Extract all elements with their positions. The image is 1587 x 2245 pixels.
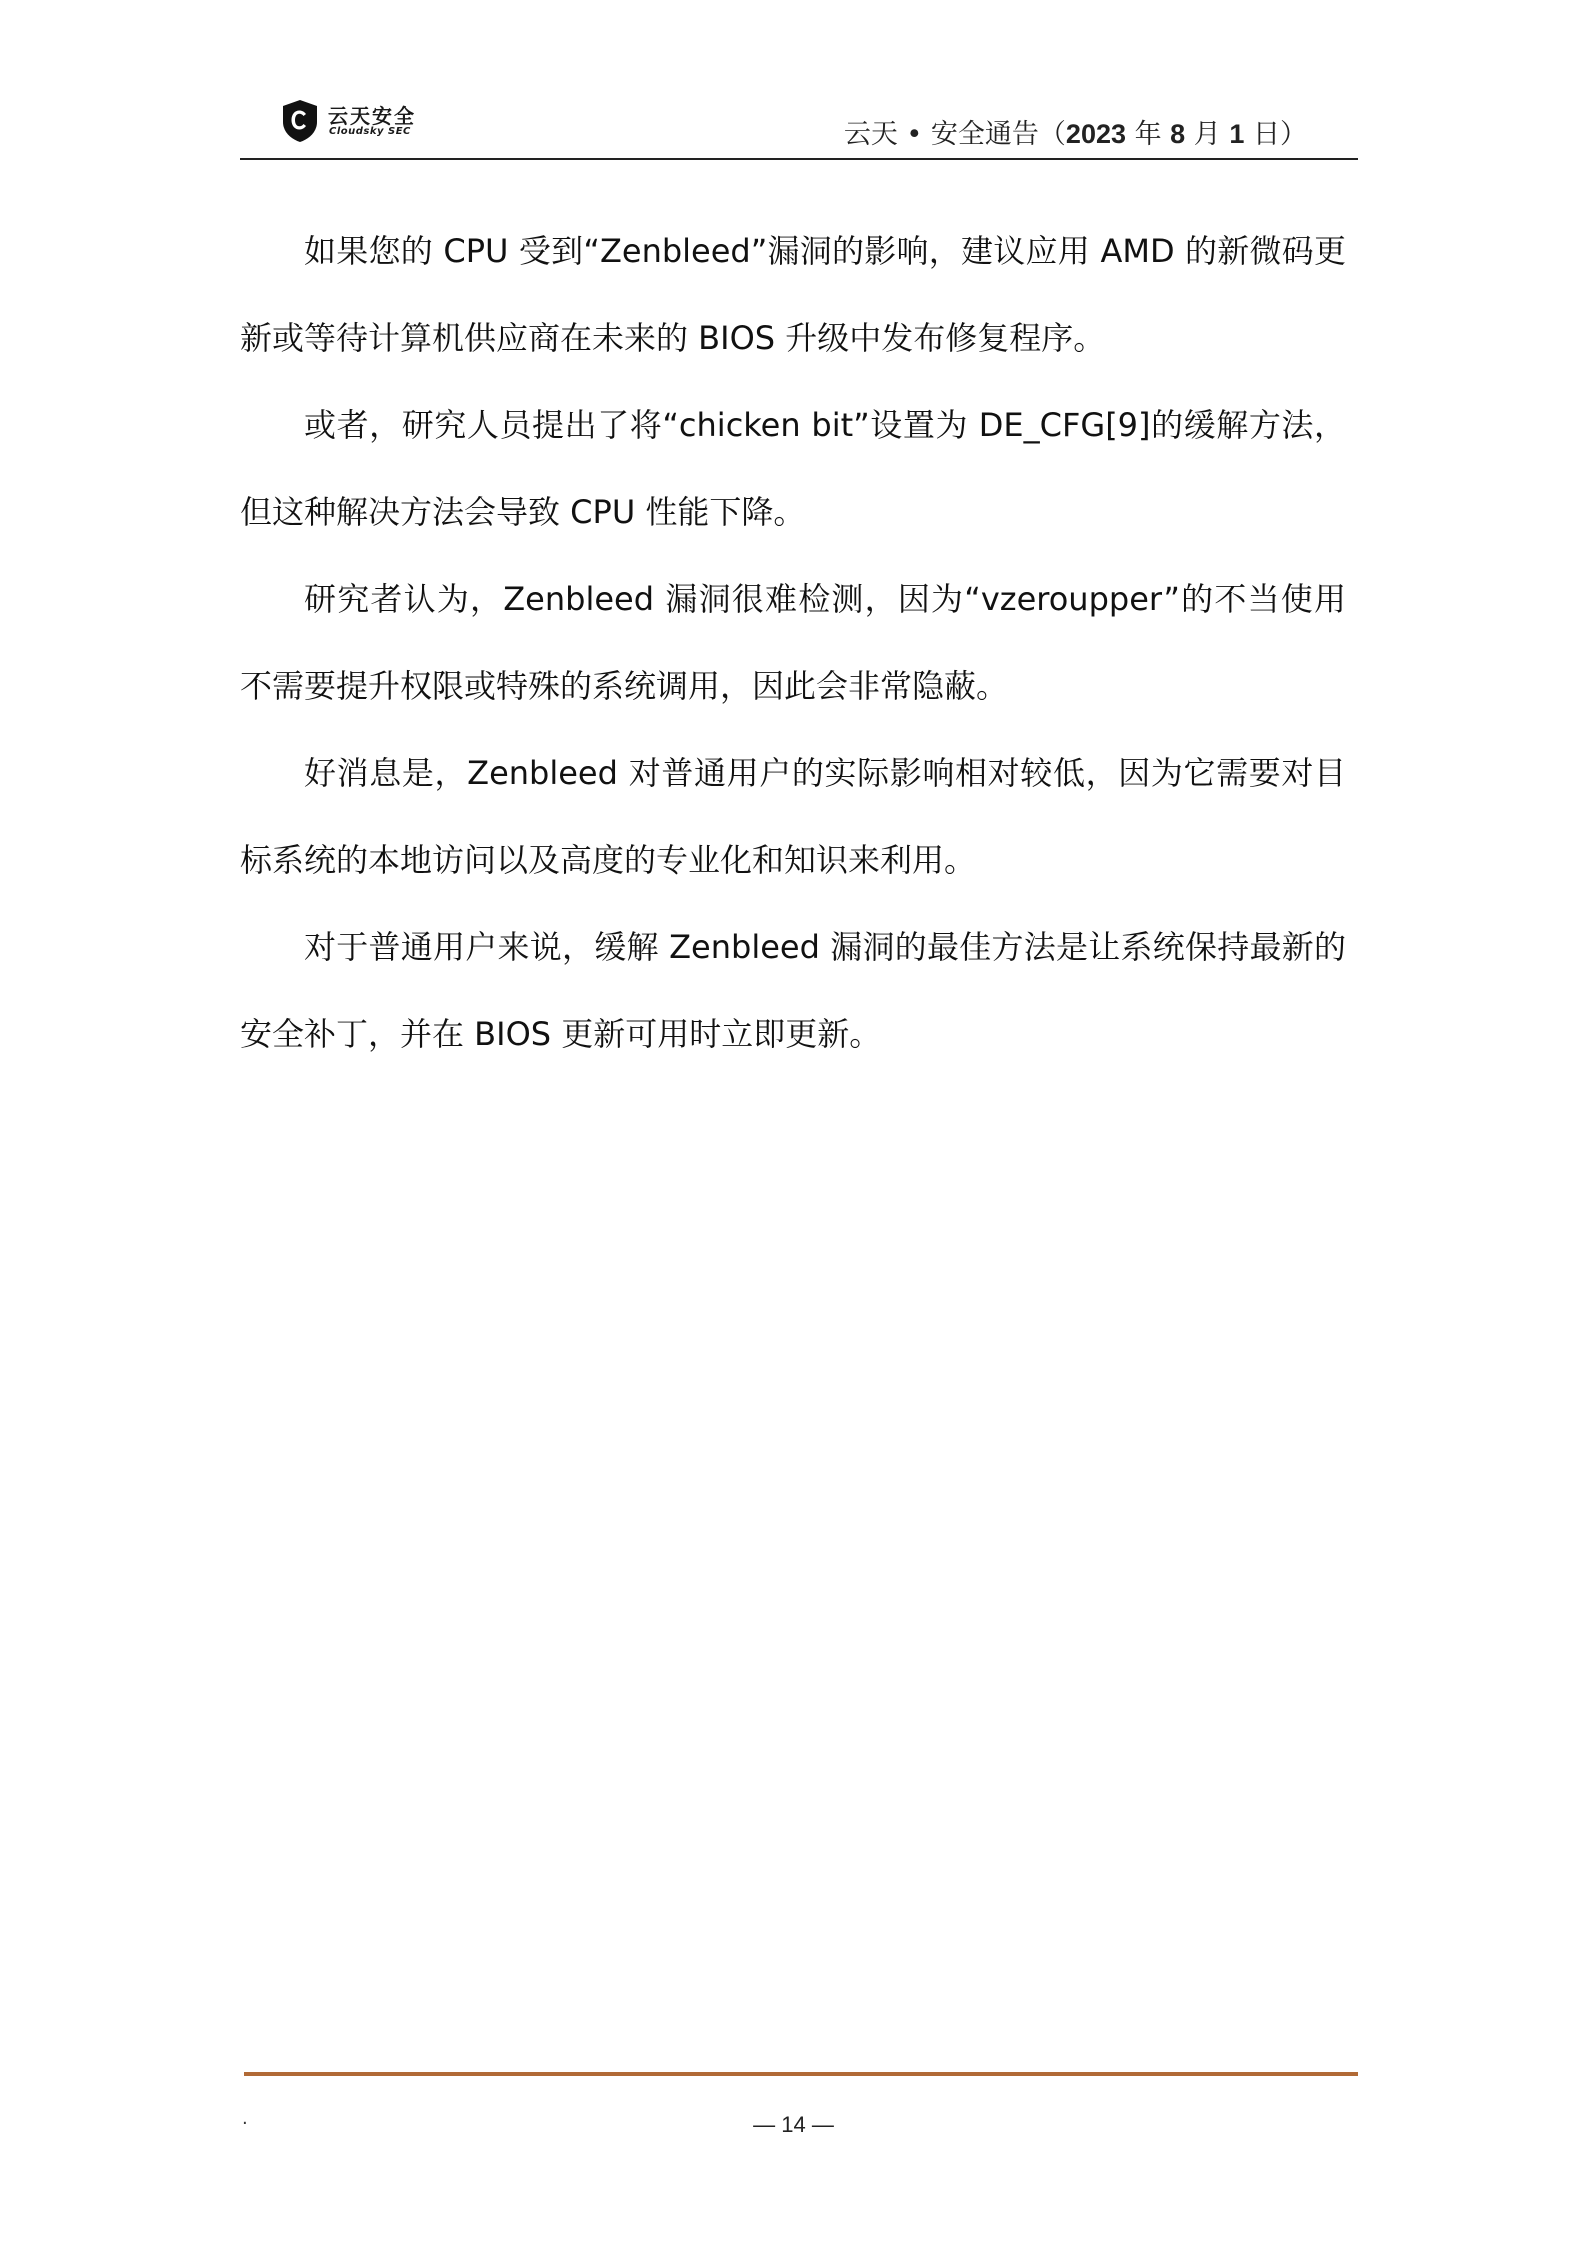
header-title-prefix: 云天 • 安全通告（: [843, 119, 1066, 150]
header-month: 8: [1170, 119, 1186, 149]
logo-chinese-name: 云天安全: [328, 104, 416, 128]
header-year-unit: 年: [1126, 119, 1171, 150]
document-body: [240, 208, 1346, 1078]
paragraph: 对于普通用户来说，缓解 Zenbleed 漏洞的最佳方法是让系统保持最新的安全补丁，并在 BIOS 更新可用时立即更新。: [240, 928, 1346, 1053]
header-title-suffix: 日）: [1244, 119, 1307, 150]
header-month-unit: 月: [1185, 119, 1230, 150]
header-year: 2023: [1065, 119, 1126, 149]
logo-english-name: Cloudsky SEC: [329, 126, 411, 137]
page-number: — 14 —: [753, 2112, 834, 2137]
paragraph: 或者，研究人员提出了将“chicken bit”设置为 DE_CFG[9]的缓解方法，但这种解决方法会导致 CPU 性能下降。: [240, 406, 1346, 531]
paragraph: 研究者认为，Zenbleed 漏洞很难检测，因为“vzeroupper”的不当使用不需要提升权限或特殊的系统调用，因此会非常隐蔽。: [240, 580, 1346, 705]
paragraph: 好消息是，Zenbleed 对普通用户的实际影响相对较低，因为它需要对目标系统的本地访问以及高度的专业化和知识来利用。: [240, 754, 1346, 879]
header-title: [844, 112, 1307, 151]
footer-divider: [244, 2072, 1358, 2076]
header-logo: [280, 98, 440, 146]
cloudsky-shield-logo-icon: [280, 98, 320, 144]
footer-mark: .: [242, 2108, 248, 2129]
header-day: 1: [1229, 119, 1245, 149]
header-divider: [240, 158, 1358, 160]
paragraph: 如果您的 CPU 受到“Zenbleed”漏洞的影响，建议应用 AMD 的新微码更新或等待计算机供应商在未来的 BIOS 升级中发布修复程序。: [240, 232, 1346, 357]
